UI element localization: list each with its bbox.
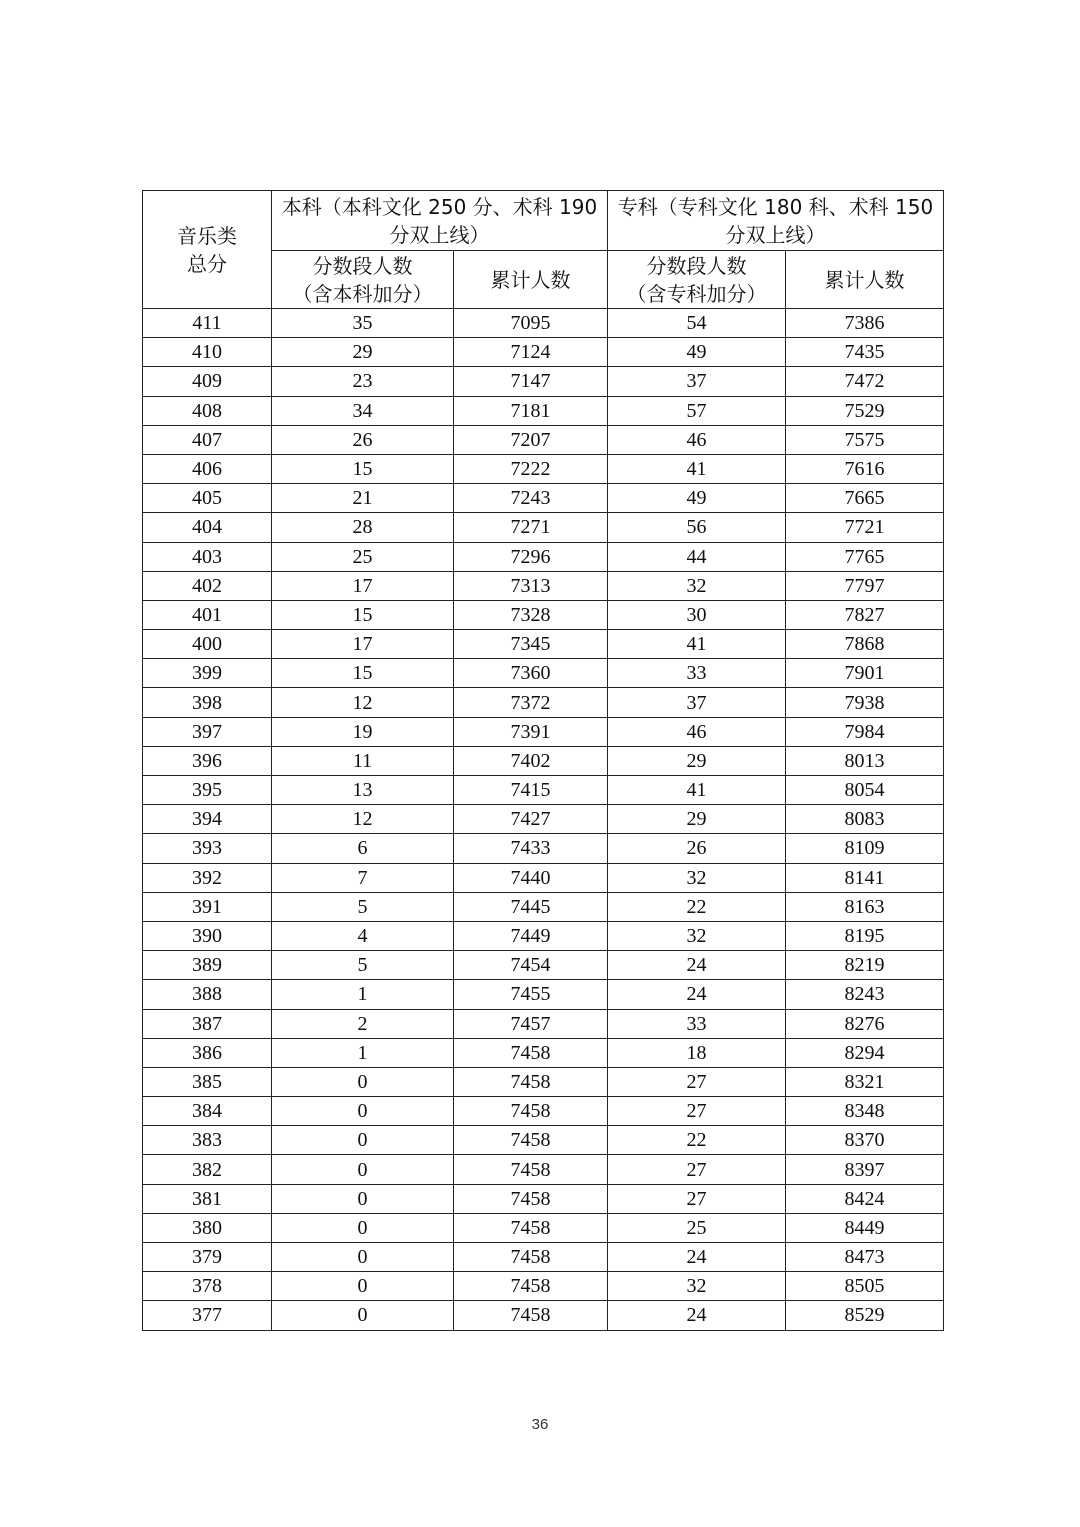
cell-benke-segment: 15 [272,659,454,688]
table-row [143,396,944,425]
cell-zhuanke-segment: 22 [608,1126,786,1155]
cell-benke-cumulative: 7458 [454,1038,608,1067]
cell-benke-segment: 0 [272,1097,454,1126]
cell-total-score: 400 [143,630,272,659]
cell-benke-cumulative: 7243 [454,484,608,513]
cell-benke-cumulative: 7372 [454,688,608,717]
cell-benke-cumulative: 7124 [454,338,608,367]
cell-benke-segment: 28 [272,513,454,542]
cell-zhuanke-cumulative: 8294 [786,1038,944,1067]
table-row [143,1155,944,1184]
cell-benke-cumulative: 7458 [454,1272,608,1301]
header-benke-cumulative [454,251,608,309]
cell-zhuanke-cumulative: 7984 [786,717,944,746]
cell-zhuanke-cumulative: 8321 [786,1067,944,1096]
cell-benke-segment: 19 [272,717,454,746]
cell-total-score: 388 [143,980,272,1009]
header-zhuanke-segment [608,251,786,309]
cell-zhuanke-segment: 41 [608,630,786,659]
cell-zhuanke-cumulative: 7575 [786,425,944,454]
cell-total-score: 396 [143,746,272,775]
table-row [143,484,944,513]
cell-zhuanke-segment: 57 [608,396,786,425]
cell-zhuanke-cumulative: 7797 [786,571,944,600]
table-row [143,717,944,746]
cell-benke-cumulative: 7449 [454,921,608,950]
cell-benke-segment: 11 [272,746,454,775]
cell-benke-segment: 0 [272,1155,454,1184]
cell-benke-segment: 34 [272,396,454,425]
cell-zhuanke-segment: 32 [608,1272,786,1301]
header-zhuanke-group [608,191,944,251]
cell-benke-cumulative: 7458 [454,1301,608,1330]
cell-benke-cumulative: 7458 [454,1067,608,1096]
cell-benke-cumulative: 7207 [454,425,608,454]
table-row [143,571,944,600]
cell-benke-cumulative: 7427 [454,805,608,834]
cell-zhuanke-segment: 25 [608,1213,786,1242]
cell-total-score: 392 [143,863,272,892]
cell-benke-cumulative: 7458 [454,1155,608,1184]
cell-benke-segment: 1 [272,980,454,1009]
score-distribution-table-container [142,190,943,1331]
header-total-score [143,191,272,309]
cell-zhuanke-segment: 33 [608,1009,786,1038]
table-row [143,805,944,834]
cell-benke-segment: 1 [272,1038,454,1067]
cell-benke-cumulative: 7402 [454,746,608,775]
cell-benke-segment: 12 [272,688,454,717]
cell-benke-cumulative: 7445 [454,892,608,921]
cell-zhuanke-segment: 29 [608,746,786,775]
cell-benke-segment: 15 [272,600,454,629]
cell-zhuanke-cumulative: 8219 [786,951,944,980]
cell-total-score: 384 [143,1097,272,1126]
cell-total-score: 397 [143,717,272,746]
cell-total-score: 387 [143,1009,272,1038]
cell-total-score: 381 [143,1184,272,1213]
cell-total-score: 385 [143,1067,272,1096]
table-row [143,1038,944,1067]
table-row [143,980,944,1009]
cell-total-score: 386 [143,1038,272,1067]
table-row [143,600,944,629]
cell-total-score: 389 [143,951,272,980]
cell-zhuanke-cumulative: 7938 [786,688,944,717]
cell-benke-cumulative: 7271 [454,513,608,542]
cell-benke-cumulative: 7222 [454,454,608,483]
cell-zhuanke-cumulative: 8473 [786,1243,944,1272]
cell-zhuanke-cumulative: 7721 [786,513,944,542]
table-row [143,513,944,542]
cell-benke-segment: 0 [272,1272,454,1301]
cell-zhuanke-cumulative: 8083 [786,805,944,834]
cell-total-score: 399 [143,659,272,688]
cell-zhuanke-cumulative: 8163 [786,892,944,921]
cell-benke-segment: 5 [272,892,454,921]
table-row [143,309,944,338]
cell-benke-cumulative: 7095 [454,309,608,338]
cell-zhuanke-segment: 46 [608,717,786,746]
cell-benke-segment: 17 [272,630,454,659]
table-row [143,425,944,454]
header-total-score-label: 音乐类 总分 [177,223,237,276]
cell-zhuanke-cumulative: 7901 [786,659,944,688]
table-row [143,1243,944,1272]
cell-total-score: 406 [143,454,272,483]
cell-zhuanke-segment: 56 [608,513,786,542]
cell-zhuanke-cumulative: 8505 [786,1272,944,1301]
cell-zhuanke-cumulative: 7472 [786,367,944,396]
cell-zhuanke-segment: 22 [608,892,786,921]
cell-zhuanke-segment: 27 [608,1155,786,1184]
cell-zhuanke-segment: 29 [608,805,786,834]
table-body [143,309,944,1331]
header-zhuanke-cumulative-label: 累计人数 [824,267,905,292]
cell-benke-segment: 4 [272,921,454,950]
cell-zhuanke-segment: 46 [608,425,786,454]
cell-zhuanke-cumulative: 7386 [786,309,944,338]
table-row [143,630,944,659]
cell-zhuanke-segment: 54 [608,309,786,338]
cell-benke-segment: 26 [272,425,454,454]
cell-zhuanke-cumulative: 8424 [786,1184,944,1213]
cell-zhuanke-segment: 24 [608,980,786,1009]
cell-benke-segment: 12 [272,805,454,834]
table-row [143,1213,944,1242]
cell-benke-segment: 13 [272,776,454,805]
cell-benke-segment: 6 [272,834,454,863]
cell-zhuanke-cumulative: 7529 [786,396,944,425]
header-row-groups [143,191,944,251]
cell-zhuanke-segment: 33 [608,659,786,688]
cell-benke-cumulative: 7345 [454,630,608,659]
cell-benke-segment: 23 [272,367,454,396]
header-zhuanke-cumulative [786,251,944,309]
cell-total-score: 410 [143,338,272,367]
table-row [143,367,944,396]
cell-total-score: 382 [143,1155,272,1184]
cell-total-score: 393 [143,834,272,863]
cell-zhuanke-segment: 37 [608,367,786,396]
cell-zhuanke-segment: 27 [608,1097,786,1126]
cell-zhuanke-segment: 18 [608,1038,786,1067]
cell-total-score: 395 [143,776,272,805]
cell-benke-cumulative: 7296 [454,542,608,571]
cell-benke-cumulative: 7181 [454,396,608,425]
cell-zhuanke-segment: 49 [608,484,786,513]
cell-zhuanke-cumulative: 8348 [786,1097,944,1126]
table-row [143,921,944,950]
cell-zhuanke-cumulative: 8370 [786,1126,944,1155]
cell-benke-cumulative: 7433 [454,834,608,863]
header-zhuanke-group-label: 专科（专科文化 180 科、术科 150 分双上线） [617,195,934,247]
table-row [143,1009,944,1038]
cell-zhuanke-segment: 32 [608,863,786,892]
cell-total-score: 380 [143,1213,272,1242]
table-row [143,892,944,921]
cell-zhuanke-cumulative: 8054 [786,776,944,805]
cell-benke-segment: 0 [272,1067,454,1096]
cell-zhuanke-cumulative: 8397 [786,1155,944,1184]
cell-benke-segment: 0 [272,1301,454,1330]
table-row [143,834,944,863]
cell-total-score: 383 [143,1126,272,1155]
table-row [143,1126,944,1155]
header-zhuanke-segment-label: 分数段人数 （含专科加分） [626,253,767,306]
cell-benke-segment: 29 [272,338,454,367]
cell-total-score: 377 [143,1301,272,1330]
cell-zhuanke-segment: 49 [608,338,786,367]
cell-zhuanke-segment: 24 [608,1243,786,1272]
cell-total-score: 403 [143,542,272,571]
cell-zhuanke-cumulative: 8141 [786,863,944,892]
cell-zhuanke-segment: 26 [608,834,786,863]
table-row [143,454,944,483]
cell-total-score: 390 [143,921,272,950]
cell-zhuanke-segment: 27 [608,1067,786,1096]
table-row [143,951,944,980]
page-number: 36 [531,1416,549,1433]
header-benke-group [272,191,608,251]
cell-benke-cumulative: 7454 [454,951,608,980]
table-row [143,659,944,688]
cell-benke-cumulative: 7440 [454,863,608,892]
cell-benke-cumulative: 7360 [454,659,608,688]
cell-zhuanke-segment: 32 [608,571,786,600]
cell-zhuanke-cumulative: 8449 [786,1213,944,1242]
cell-zhuanke-segment: 30 [608,600,786,629]
table-row [143,688,944,717]
cell-total-score: 407 [143,425,272,454]
cell-benke-segment: 25 [272,542,454,571]
cell-zhuanke-segment: 32 [608,921,786,950]
cell-benke-cumulative: 7313 [454,571,608,600]
cell-total-score: 394 [143,805,272,834]
cell-total-score: 398 [143,688,272,717]
cell-zhuanke-cumulative: 8276 [786,1009,944,1038]
cell-benke-cumulative: 7458 [454,1243,608,1272]
cell-total-score: 411 [143,309,272,338]
cell-zhuanke-cumulative: 7616 [786,454,944,483]
table-header [143,191,944,309]
header-benke-cumulative-label: 累计人数 [490,267,571,292]
cell-benke-cumulative: 7455 [454,980,608,1009]
table-row [143,746,944,775]
cell-total-score: 409 [143,367,272,396]
cell-benke-segment: 0 [272,1126,454,1155]
table-row [143,1301,944,1330]
cell-benke-segment: 0 [272,1213,454,1242]
cell-benke-segment: 21 [272,484,454,513]
cell-total-score: 402 [143,571,272,600]
cell-benke-segment: 35 [272,309,454,338]
cell-zhuanke-segment: 41 [608,454,786,483]
table-row [143,338,944,367]
cell-benke-segment: 2 [272,1009,454,1038]
cell-benke-segment: 0 [272,1184,454,1213]
cell-benke-segment: 17 [272,571,454,600]
table-row [143,776,944,805]
cell-zhuanke-segment: 24 [608,1301,786,1330]
table-row [143,1097,944,1126]
cell-benke-cumulative: 7458 [454,1097,608,1126]
cell-total-score: 408 [143,396,272,425]
score-distribution-table [142,190,944,1331]
cell-benke-segment: 15 [272,454,454,483]
cell-zhuanke-cumulative: 7868 [786,630,944,659]
header-benke-segment-label: 分数段人数 （含本科加分） [292,253,433,306]
cell-benke-cumulative: 7147 [454,367,608,396]
table-row [143,1184,944,1213]
cell-zhuanke-segment: 27 [608,1184,786,1213]
cell-benke-segment: 5 [272,951,454,980]
cell-total-score: 404 [143,513,272,542]
header-benke-group-label: 本科（本科文化 250 分、术科 190 分双上线） [281,195,598,247]
cell-zhuanke-segment: 44 [608,542,786,571]
cell-zhuanke-segment: 37 [608,688,786,717]
table-row [143,542,944,571]
cell-zhuanke-cumulative: 8013 [786,746,944,775]
cell-benke-cumulative: 7458 [454,1213,608,1242]
cell-benke-cumulative: 7458 [454,1126,608,1155]
cell-benke-cumulative: 7457 [454,1009,608,1038]
cell-total-score: 378 [143,1272,272,1301]
cell-zhuanke-segment: 41 [608,776,786,805]
cell-zhuanke-cumulative: 7435 [786,338,944,367]
cell-benke-cumulative: 7391 [454,717,608,746]
cell-zhuanke-cumulative: 8109 [786,834,944,863]
cell-zhuanke-cumulative: 8195 [786,921,944,950]
cell-zhuanke-cumulative: 7765 [786,542,944,571]
cell-zhuanke-cumulative: 8243 [786,980,944,1009]
table-row [143,1272,944,1301]
cell-total-score: 405 [143,484,272,513]
header-benke-segment [272,251,454,309]
cell-zhuanke-cumulative: 8529 [786,1301,944,1330]
table-row [143,1067,944,1096]
cell-zhuanke-cumulative: 7665 [786,484,944,513]
cell-total-score: 391 [143,892,272,921]
cell-zhuanke-segment: 24 [608,951,786,980]
cell-total-score: 379 [143,1243,272,1272]
cell-benke-cumulative: 7328 [454,600,608,629]
cell-benke-cumulative: 7458 [454,1184,608,1213]
cell-zhuanke-cumulative: 7827 [786,600,944,629]
cell-total-score: 401 [143,600,272,629]
table-row [143,863,944,892]
cell-benke-cumulative: 7415 [454,776,608,805]
cell-benke-segment: 0 [272,1243,454,1272]
cell-benke-segment: 7 [272,863,454,892]
